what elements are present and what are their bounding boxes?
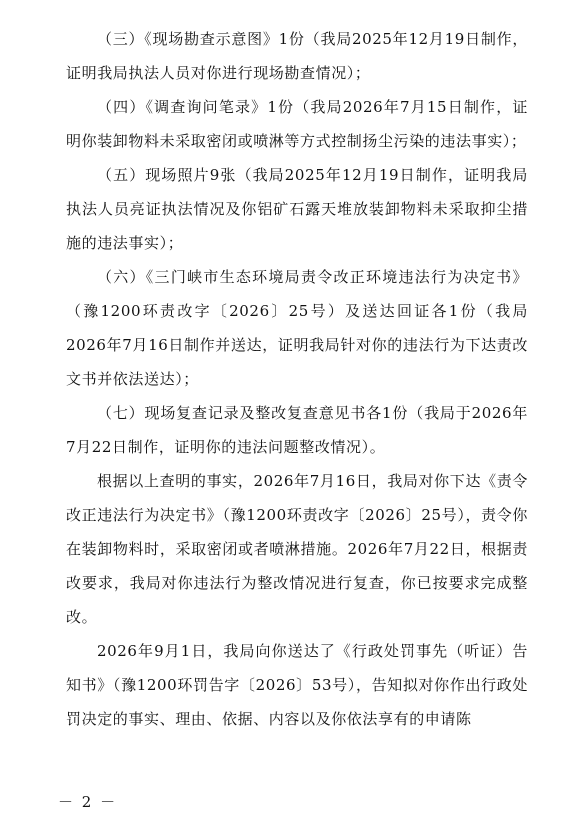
document-body [66, 22, 528, 736]
evidence-item-4: （四）《调查询问笔录》1份（我局2026年7月15日制作，证明你装卸物料未采取密闭或喷淋等方式控制扬尘污染的违法事实）； [66, 98, 528, 150]
facts-paragraph: 根据以上查明的事实，2026年7月16日，我局对你下达《责令改正违法行为决定书》（豫1200环责改字〔2026〕25号），责令你在装卸物料时，采取密闭或者喷淋措施。2026年7月22日，根据责改要求，我局对你违法行为整改情况进行复查，你已按要求完成整改。 [66, 472, 528, 626]
evidence-item-6: （六）《三门峡市生态环境局责令改正环境违法行为决定书》（豫1200环责改字〔2026〕25号）及送达回证各1份（我局2026年7月16日制作并送达，证明我局针对你的违法行为下达责改文书并依法送达）； [66, 268, 528, 388]
page-number: － 2 － [58, 793, 118, 811]
evidence-item-7: （七）现场复查记录及整改复查意见书各1份（我局于2026年7月22日制作，证明你的违法问题整改情况）。 [66, 404, 528, 456]
evidence-item-3: （三）《现场勘查示意图》1份（我局2025年12月19日制作，证明我局执法人员对你进行现场勘查情况）； [66, 30, 528, 82]
evidence-item-5: （五）现场照片9张（我局2025年12月19日制作，证明我局执法人员亮证执法情况及你铝矿石露天堆放装卸物料未采取抑尘措施的违法事实）； [66, 166, 528, 252]
notice-paragraph: 2026年9月1日，我局向你送达了《行政处罚事先（听证）告知书》（豫1200环罚告字〔2026〕53号），告知拟对你作出行政处罚决定的事实、理由、依据、内容以及你依法享有的申请陈 [66, 642, 528, 728]
